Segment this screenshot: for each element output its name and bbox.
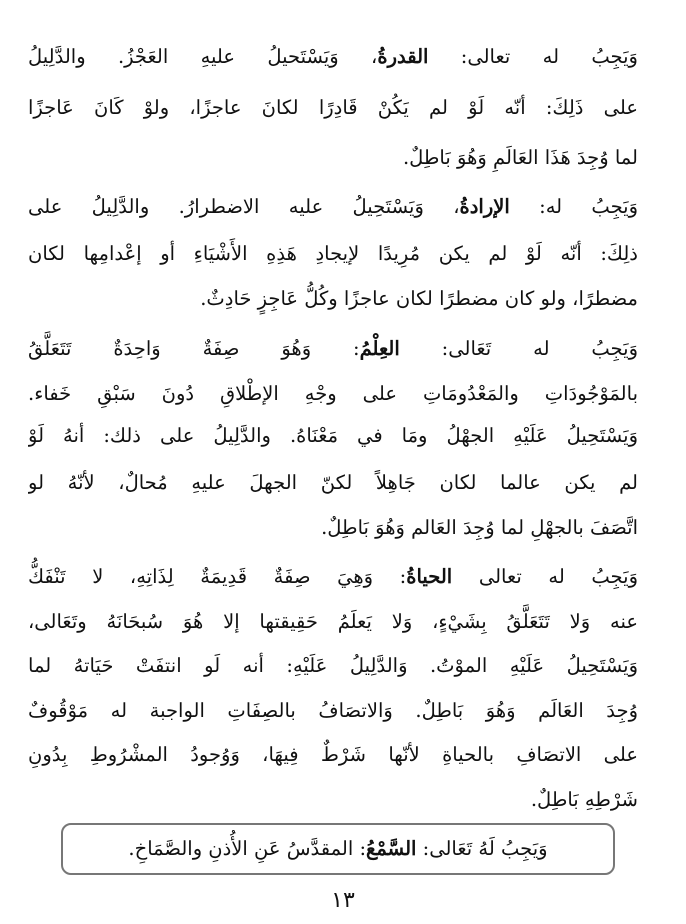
bold-term: السَّمْعُ: [366, 837, 417, 860]
bold-term: الإرادةُ: [459, 195, 510, 218]
text-line: لم يكن عالما لكان جَاهِلاً لكنّ الجهلَ عليهِ مُحالٌ، لأنّهُ لو: [28, 471, 638, 494]
text-line: اتَّصَفَ بالجهْلِ لما وُجِدَ العَالم وَهُوَ بَاطِلٌ.: [321, 516, 638, 539]
text-line: وُجِدَ العَالَم وَهُوَ بَاطِلٌ. وَالاتصَافُ بالصِفَاتِ الواجبة له مَوْقُوفٌ: [28, 699, 638, 722]
text-line: مضطرًا، ولو كان مضطرًا لكان عاجزًا وكُلُّ عَاجِزٍ حَادِثٌ.: [200, 287, 638, 310]
text-line: لما وُجِدَ هَذَا العَالَمِ وَهُوَ بَاطِلٌ.: [402, 146, 638, 169]
text-line: ذلِكَ: أنّه لَوْ لم يكن مُرِيدًا لإيجادِ هَذِهِ الأَشْيَاءِ أو إعْدامِها لكان: [28, 242, 638, 265]
page-number: ١٣: [331, 888, 355, 913]
text-line: على ذَلِكَ: أنّه لَوْ لم يَكُنْ قَادِرًا لكانَ عاجزًا، ولوْ كَانَ عَاجزًا: [28, 96, 638, 119]
text-line: بالمَوْجُودَاتِ والمَعْدُومَاتِ على وجْهِ الإطْلاقِ دُونَ سَبْقِ خَفاء.: [28, 382, 638, 405]
text-line: عنه وَلا تَتَعَلَّقُ بِشَيْءٍ، وَلا يَعلَمُ حَقِيقتها إلا هُوَ سُبحَانَهُ وتَعَالى،: [28, 610, 638, 633]
text-line: وَيَجِبُ له: الإرادةُ، وَيَسْتَحِيلُ عليه الاضطرارُ. والدَّلِيلُ على: [28, 195, 638, 218]
text-line: شَرْطِهِ بَاطِلٌ.: [530, 788, 638, 811]
bold-term: الحياةُ: [406, 565, 453, 588]
text-line: وَيَجِبُ له تَعَالى: العِلْمُ: وَهُوَ صِفَةٌ وَاحِدَةٌ تَتَعَلَّقُ: [28, 337, 638, 360]
text-line: وَيَسْتَحِيلُ عَلَيْهِ الموْتُ. وَالدَّلِيلُ عَلَيْهِ: أنه لَو انتفَتْ حَيَاتهُ لما: [28, 654, 638, 677]
text-line: وَيَجِبُ لَهُ تَعَالى: السَّمْعُ: المقدَّسُ عَنِ الأُذنِ والصَّمَاخِ.: [128, 837, 548, 860]
bold-term: القدرةُ: [377, 45, 429, 68]
text-line: وَيَسْتَحِيلُ عَلَيْهِ الجهْلُ ومَا في مَعْنَاهُ. والدَّلِيلُ على ذلك: أنهُ لَوْ: [28, 424, 638, 447]
text-line: وَيَجِبُ له تعالى: القدرةُ، وَيَسْتَحيلُ عليهِ العَجْزُ. والدَّلِيلُ: [28, 45, 638, 68]
text-line: على الاتصَافِ بالحياةِ لأنّها شَرْطٌ فِيهَا، وَوُجودُ المشْرُوطِ بِدُونِ: [28, 743, 638, 766]
text-line: وَيَجِبُ له تعالى الحياةُ: وَهِيَ صِفَةٌ قَدِيمَةٌ لِذَاتِهِ، لا تَنْفَكُّ: [28, 565, 638, 588]
boxed-statement: [61, 823, 615, 875]
bold-term: العِلْمُ: [359, 337, 400, 360]
